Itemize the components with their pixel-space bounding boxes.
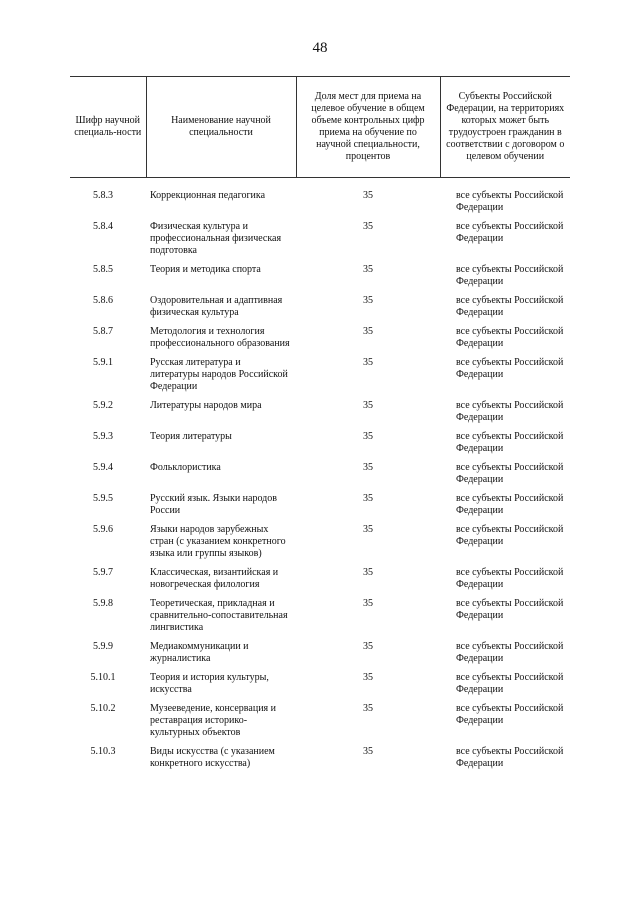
cell-name: Русская литература и литературы народов Российской Федерации (150, 357, 288, 392)
cell-name: Литературы народов мира (150, 400, 262, 411)
cell-quota: 35 (363, 326, 373, 337)
table-row (70, 567, 570, 598)
cell-name: Теория и методика спорта (150, 264, 261, 275)
cell-quota: 35 (363, 672, 373, 683)
cell-name: Музееведение, консервация и реставрация историко-культурных объектов (150, 703, 276, 738)
page-number: 48 (312, 40, 328, 56)
specialties-table (70, 76, 570, 777)
cell-code: 5.9.9 (93, 641, 113, 652)
cell-quota: 35 (363, 746, 373, 757)
table-body (70, 178, 570, 778)
cell-region: все субъекты Российской Федерации (456, 641, 564, 664)
cell-name: Физическая культура и профессиональная физическая подготовка (150, 221, 282, 256)
cell-region: все субъекты Российской Федерации (456, 567, 564, 590)
table-row (70, 221, 570, 264)
cell-code: 5.9.2 (93, 400, 113, 411)
cell-name: Теория литературы (150, 431, 232, 442)
cell-name: Языки народов зарубежных стран (с указанием конкретного языка или группы языков) (150, 524, 286, 559)
cell-quota: 35 (363, 567, 373, 578)
cell-name: Фольклористика (150, 462, 221, 473)
cell-quota: 35 (363, 221, 373, 232)
cell-region: все субъекты Российской Федерации (456, 221, 564, 244)
table-header-row (70, 77, 570, 178)
cell-quota: 35 (363, 462, 373, 473)
table-row (70, 178, 570, 222)
cell-name: Теоретическая, прикладная и сравнительно-сопоставительная лингвистика (150, 598, 288, 633)
cell-region: все субъекты Российской Федерации (456, 264, 564, 287)
header-name: Наименование научной специальности (146, 77, 296, 178)
cell-name: Медиакоммуникации и журналистика (150, 641, 249, 664)
cell-quota: 35 (363, 641, 373, 652)
table-row (70, 493, 570, 524)
cell-region: все субъекты Российской Федерации (456, 190, 564, 213)
table-row (70, 703, 570, 746)
cell-code: 5.10.2 (90, 703, 116, 714)
table-row (70, 400, 570, 431)
cell-code: 5.10.3 (90, 746, 116, 757)
cell-code: 5.9.5 (93, 493, 113, 504)
cell-code: 5.9.1 (93, 357, 113, 368)
cell-quota: 35 (363, 431, 373, 442)
cell-code: 5.9.8 (93, 598, 113, 609)
cell-quota: 35 (363, 357, 373, 368)
cell-name: Классическая, византийская и новогреческая филология (150, 567, 279, 590)
cell-region: все субъекты Российской Федерации (456, 400, 564, 423)
header-quota: Доля мест для приема на целевое обучение в общем объеме контрольных цифр приема на обучение по научной специальности, процентов (296, 77, 440, 178)
cell-quota: 35 (363, 264, 373, 275)
table-row (70, 326, 570, 357)
cell-quota: 35 (363, 493, 373, 504)
cell-quota: 35 (363, 703, 373, 714)
table-row (70, 462, 570, 493)
cell-region: все субъекты Российской Федерации (456, 703, 564, 726)
cell-region: все субъекты Российской Федерации (456, 431, 564, 454)
cell-region: все субъекты Российской Федерации (456, 598, 564, 621)
header-region: Субъекты Российской Федерации, на территориях которых может быть трудоустроен гражданин в соответствии с договором о целевом обучении (440, 77, 570, 178)
table-row (70, 295, 570, 326)
table-row (70, 598, 570, 641)
cell-name: Виды искусства (с указанием конкретного искусства) (150, 746, 275, 769)
cell-code: 5.9.7 (93, 567, 113, 578)
table-row (70, 431, 570, 462)
cell-code: 5.9.3 (93, 431, 113, 442)
cell-code: 5.9.6 (93, 524, 113, 535)
table-row (70, 641, 570, 672)
table-row (70, 746, 570, 777)
table-row (70, 357, 570, 400)
cell-region: все субъекты Российской Федерации (456, 462, 564, 485)
cell-region: все субъекты Российской Федерации (456, 672, 564, 695)
cell-code: 5.8.6 (93, 295, 113, 306)
cell-code: 5.8.7 (93, 326, 113, 337)
table-row (70, 672, 570, 703)
cell-quota: 35 (363, 295, 373, 306)
table-row (70, 264, 570, 295)
cell-name: Методология и технология профессионального образования (150, 326, 290, 349)
cell-code: 5.8.5 (93, 264, 113, 275)
cell-name: Коррекционная педагогика (150, 190, 266, 201)
cell-quota: 35 (363, 524, 373, 535)
cell-name: Теория и история культуры, искусства (150, 672, 269, 695)
cell-code: 5.10.1 (90, 672, 116, 683)
cell-code: 5.8.3 (93, 190, 113, 201)
cell-region: все субъекты Российской Федерации (456, 295, 564, 318)
header-code: Шифр научной специаль-ности (70, 77, 146, 178)
cell-name: Оздоровительная и адаптивная физическая культура (150, 295, 283, 318)
cell-region: все субъекты Российской Федерации (456, 493, 564, 516)
cell-region: все субъекты Российской Федерации (456, 524, 564, 547)
cell-quota: 35 (363, 190, 373, 201)
table-row (70, 524, 570, 567)
cell-code: 5.8.4 (93, 221, 113, 232)
cell-name: Русский язык. Языки народов России (150, 493, 277, 516)
cell-code: 5.9.4 (93, 462, 113, 473)
cell-quota: 35 (363, 598, 373, 609)
cell-region: все субъекты Российской Федерации (456, 746, 564, 769)
cell-region: все субъекты Российской Федерации (456, 357, 564, 380)
cell-quota: 35 (363, 400, 373, 411)
cell-region: все субъекты Российской Федерации (456, 326, 564, 349)
